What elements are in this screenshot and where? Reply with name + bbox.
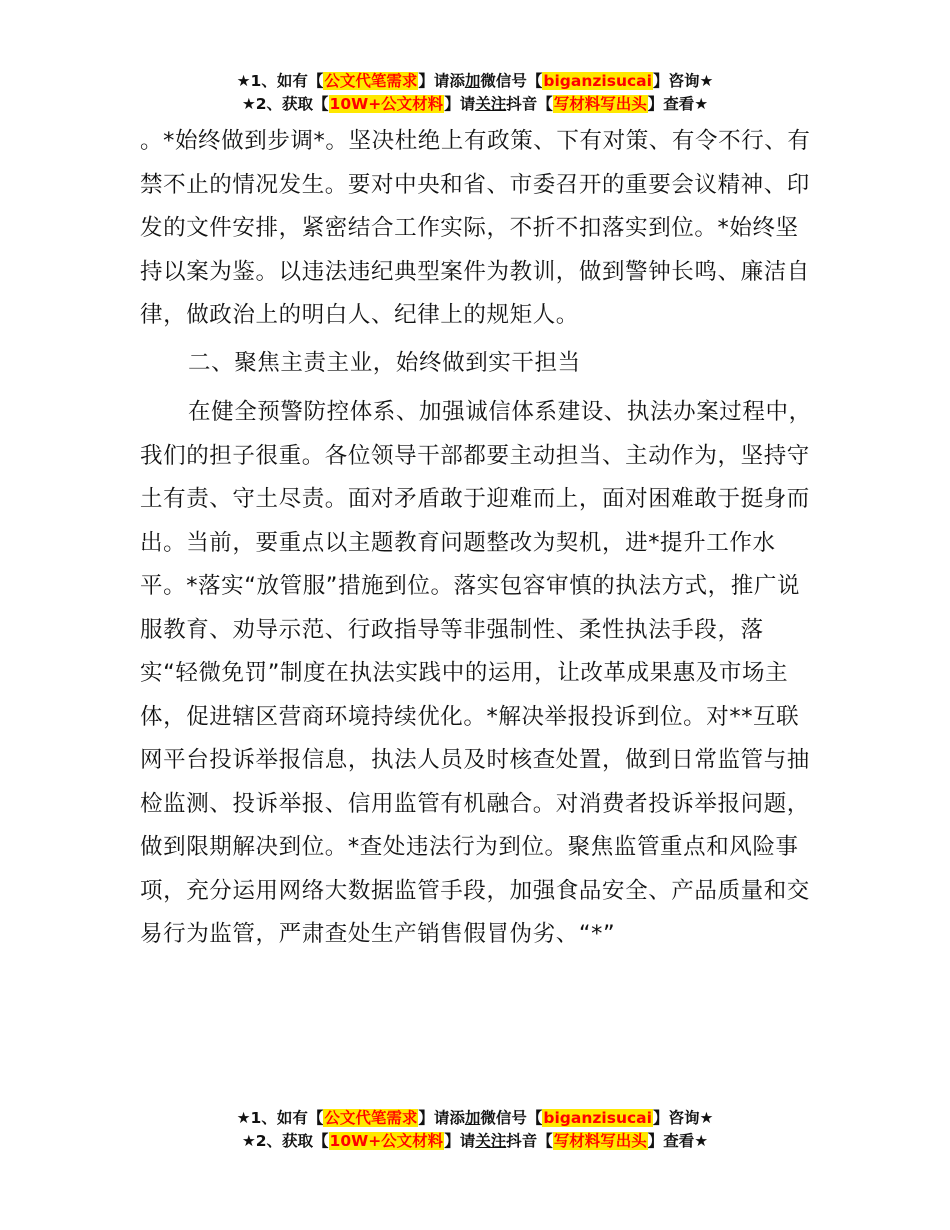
banner-text: 】请 [444,1132,476,1150]
banner-text: 】请添 [418,1109,465,1127]
banner-highlight: 写材料写出头 [553,95,647,113]
banner-text: ★1、如有【 [236,72,324,90]
banner-highlight: 公文代笔需求 [324,1109,418,1127]
paragraph: 在健全预警防控体系、加强诚信体系建设、执法办案过程中，我们的担子很重。各位领导干部都要主动担当、主动作为，坚持守土有责、守土尽责。面对矛盾敢于迎难而上，面对困难敢于挺身而出。当前，要重点以主题教育问题整改为契机，进*提升工作水平。*落实“放管服”措施到位。落实包容审慎的执法方式，推广说服教育、劝导示范、行政指导等非强制性、柔性执法手段，落实“轻微免罚”制度在执法实践中的运用，让改革成果惠及市场主体，促进辖区营商环境持续优化。*解决举报投诉到位。对**互联网平台投诉举报信息，执法人员及时核查处置，做到日常监管与抽检监测、投诉举报、信用监管有机融合。对消费者投诉举报问题，做到限期解决到位。*查处违法行为到位。聚焦监管重点和风险事项，充分运用网络大数据监管手段，加强食品安全、产品质量和交易行为监管，严肃查处生产销售假冒伪劣、“*” [140,399,812,947]
banner-highlight: 写材料写出头 [553,1132,647,1150]
banner-underlined: 加 [464,72,481,90]
document-body [140,120,820,957]
banner-underlined: 关注 [475,95,507,113]
banner-line-1 [0,1107,950,1130]
banner-text: 抖音【 [506,95,553,113]
banner-text: 抖音【 [506,1132,553,1150]
banner-highlight: 10W+公文材料 [329,95,444,113]
banner-line-2 [0,1130,950,1153]
banner-text: 】请添 [418,72,465,90]
section-heading: 二、聚焦主责主业，始终做到实干担当 [188,349,581,376]
banner-highlight: biganzisucai [543,72,652,90]
banner-text: 】咨询★ [652,72,714,90]
banner-text: 微信号【 [480,72,543,90]
banner-highlight: biganzisucai [543,1109,652,1127]
banner-line-1 [0,70,950,93]
banner-text: 微信号【 [480,1109,543,1127]
banner-text: 】咨询★ [652,1109,714,1127]
banner-text: 】查看★ [647,1132,709,1150]
banner-highlight: 公文代笔需求 [324,72,418,90]
banner-underlined: 加 [464,1109,481,1127]
banner-text: ★1、如有【 [236,1109,324,1127]
banner-text: 】查看★ [647,95,709,113]
banner-line-2 [0,93,950,116]
banner-underlined: 关注 [475,1132,507,1150]
paragraph: 。*始终做到步调*。坚决杜绝上有政策、下有对策、有令不行、有禁不止的情况发生。要对中央和省、市委召开的重要会议精神、印发的文件安排，紧密结合工作实际，不折不扣落实到位。*始终坚持以案为鉴。以违法违纪典型案件为教训，做到警钟长鸣、廉洁自律，做政治上的明白人、纪律上的规矩人。 [140,128,811,328]
footer-banner [0,1107,950,1153]
banner-text: 】请 [444,95,476,113]
banner-highlight: 10W+公文材料 [329,1132,444,1150]
banner-text: ★2、获取【 [241,1132,329,1150]
header-banner [0,70,950,116]
banner-text: ★2、获取【 [241,95,329,113]
